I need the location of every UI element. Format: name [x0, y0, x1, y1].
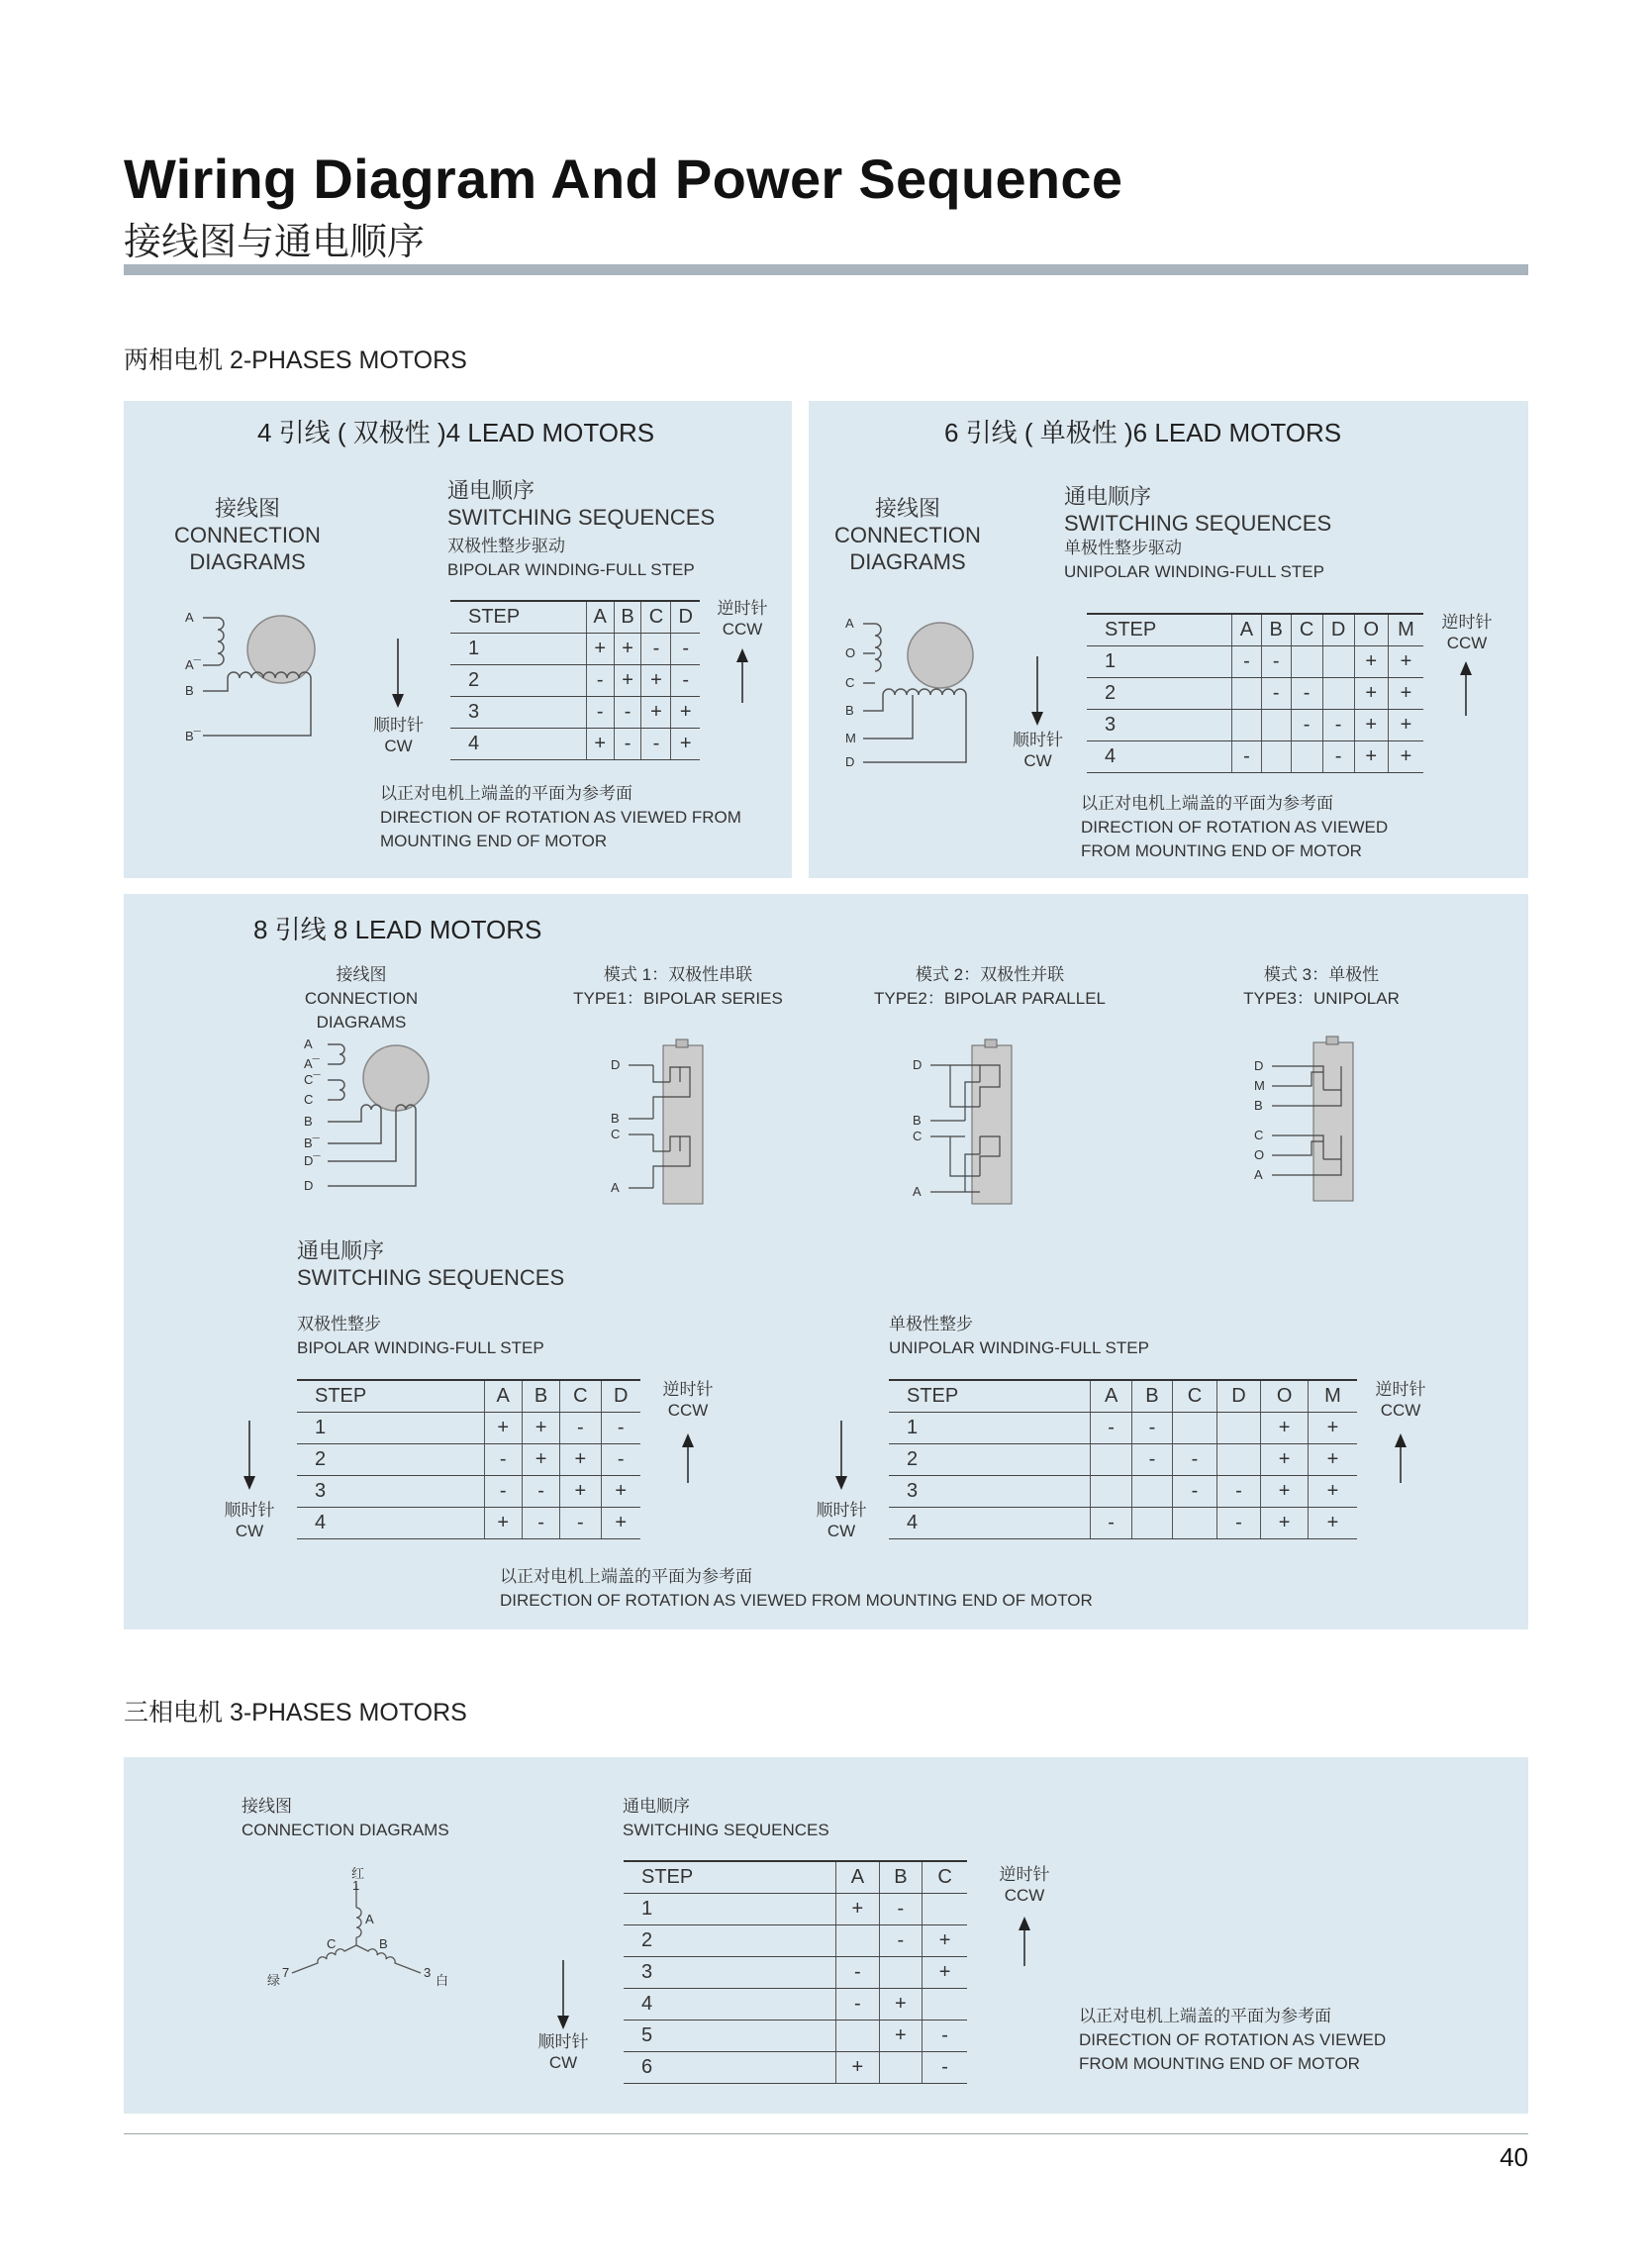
table-cell: - [641, 634, 671, 665]
pin-label: B [611, 1111, 620, 1126]
column-header: B [879, 1861, 923, 1894]
table-cell: - [484, 1476, 522, 1508]
column-header: O [1354, 614, 1388, 646]
table-cell: 3 [450, 697, 586, 729]
table-header-row [624, 1861, 967, 1894]
pin-label: D [845, 754, 855, 769]
svg-text:7: 7 [282, 1965, 290, 1980]
panel-8-lead [124, 894, 1528, 1629]
switching-label: 通电顺序 SWITCHING SEQUENCES [623, 1797, 829, 1839]
table-cell [879, 1957, 923, 1989]
page-number: 40 [1500, 2142, 1528, 2172]
pin-label: B [185, 683, 194, 698]
table-cell: + [1308, 1444, 1357, 1476]
table-row [297, 1413, 640, 1444]
pin-label: A [304, 1036, 313, 1051]
page-title: Wiring Diagram And Power Sequence [124, 148, 1123, 210]
drive-label: 单极性整步驱动 UNIPOLAR WINDING-FULL STEP [1064, 539, 1324, 581]
table-cell [1322, 678, 1354, 710]
table-cell: 4 [450, 729, 586, 760]
pin-label: C [1254, 1128, 1264, 1142]
table-cell: 2 [889, 1444, 1091, 1476]
column-header: STEP [450, 601, 586, 634]
table-cell: 2 [624, 1925, 836, 1957]
column-header: A [484, 1380, 522, 1413]
table-cell: + [586, 729, 614, 760]
type3-label: 模式 3：单极性 TYPE3：UNIPOLAR [1243, 965, 1400, 1008]
pin-label: C [913, 1129, 923, 1143]
table-cell: + [522, 1413, 559, 1444]
table-cell: 4 [889, 1508, 1091, 1539]
table-cell: - [1291, 678, 1322, 710]
pin-label: C [611, 1127, 621, 1141]
unipolar-label: 单极性整步 UNIPOLAR WINDING-FULL STEP [889, 1315, 1149, 1357]
table-cell: + [601, 1476, 640, 1508]
wire-color-label: 绿 [267, 1973, 281, 1988]
connection-label: 接线图 CONNECTION DIAGRAMS [304, 965, 419, 1032]
table-cell: 2 [450, 665, 586, 697]
switching-label: 通电顺序 SWITCHING SEQUENCES [447, 478, 716, 530]
table-row [297, 1508, 640, 1539]
wiring-diagram-6-lead [843, 604, 1002, 797]
column-header: STEP [1087, 614, 1232, 646]
table-cell: - [1091, 1413, 1131, 1444]
table-cell: + [560, 1444, 601, 1476]
table-cell: + [671, 697, 700, 729]
table-cell: + [1308, 1413, 1357, 1444]
table-cell: 3 [889, 1476, 1091, 1508]
page-subtitle-cn: 接线图与通电顺序 [124, 222, 426, 263]
type1-label: 模式 1：双极性串联 TYPE1：BIPOLAR SERIES [573, 965, 783, 1008]
three-phase-star-diagram [247, 1866, 465, 2024]
table-cell: - [1322, 741, 1354, 773]
table-cell [1232, 678, 1262, 710]
table-cell [1232, 710, 1262, 741]
column-header: A [1091, 1380, 1131, 1413]
cw-arrow [243, 1421, 256, 1490]
table-cell: - [560, 1508, 601, 1539]
cw-arrow [1030, 656, 1044, 726]
table-cell: - [1232, 741, 1262, 773]
table-cell [879, 2052, 923, 2084]
table-cell: - [1131, 1413, 1172, 1444]
table-row [450, 729, 700, 760]
pin-label: A [611, 1180, 620, 1195]
table-cell: + [836, 1894, 880, 1925]
table-cell: 4 [624, 1989, 836, 2021]
table-cell: + [1354, 678, 1388, 710]
table-cell: - [671, 665, 700, 697]
table-cell: - [1091, 1508, 1131, 1539]
table-cell: + [1388, 678, 1423, 710]
cw-label: 顺时针 CW [224, 1501, 275, 1540]
table-header-row [450, 601, 700, 634]
pin-label: O [845, 645, 856, 660]
table-cell: - [1173, 1444, 1217, 1476]
ccw-label: 逆时针 CCW [717, 599, 768, 639]
column-header: D [1216, 1380, 1261, 1413]
column-header: STEP [889, 1380, 1091, 1413]
column-header: B [1131, 1380, 1172, 1413]
pin-label: A¯ [304, 1056, 320, 1071]
pin-label: O [1254, 1147, 1265, 1162]
panel-title: 4 引线 ( 双极性 )4 LEAD MOTORS [257, 418, 655, 447]
table-cell [1216, 1413, 1261, 1444]
table-cell: - [671, 634, 700, 665]
column-header: B [1261, 614, 1291, 646]
table-cell: 1 [889, 1413, 1091, 1444]
panel-3-phase [124, 1757, 1528, 2114]
table-cell: + [614, 665, 641, 697]
pin-label: C [304, 1092, 314, 1107]
table-row [889, 1444, 1357, 1476]
table-cell: + [641, 697, 671, 729]
table-cell: - [1261, 678, 1291, 710]
table-cell: - [1291, 710, 1322, 741]
table-cell: + [1388, 646, 1423, 678]
switching-table-6-lead [1087, 613, 1423, 773]
table-cell [1173, 1413, 1217, 1444]
ccw-label: 逆时针 CCW [999, 1865, 1050, 1905]
footer-divider [124, 2133, 1528, 2134]
type1-bipolar-series-diagram [609, 1037, 728, 1216]
table-cell [836, 2021, 880, 2052]
column-header: C [923, 1861, 967, 1894]
table-cell: - [1173, 1476, 1217, 1508]
pin-label: D [611, 1057, 621, 1072]
ccw-arrow [1018, 1917, 1031, 1966]
table-cell: - [522, 1508, 559, 1539]
cw-arrow [556, 1960, 570, 2029]
table-cell: + [1261, 1476, 1309, 1508]
table-cell: + [923, 1925, 967, 1957]
table-cell: + [1261, 1413, 1309, 1444]
column-header: C [560, 1380, 601, 1413]
panel-title: 6 引线 ( 单极性 )6 LEAD MOTORS [944, 418, 1342, 447]
table-row [1087, 678, 1423, 710]
table-cell: + [601, 1508, 640, 1539]
table-cell: 6 [624, 2052, 836, 2084]
pin-label: D¯ [304, 1153, 321, 1168]
table-cell: + [1354, 741, 1388, 773]
table-cell [1291, 741, 1322, 773]
table-cell: - [586, 665, 614, 697]
table-row [889, 1476, 1357, 1508]
table-cell: + [641, 665, 671, 697]
table-cell: + [1388, 710, 1423, 741]
table-cell [1131, 1476, 1172, 1508]
table-cell: 1 [1087, 646, 1232, 678]
type2-label: 模式 2：双极性并联 TYPE2：BIPOLAR PARALLEL [873, 965, 1106, 1008]
table-cell: + [1261, 1444, 1309, 1476]
table-cell [1322, 646, 1354, 678]
pin-label: A [185, 610, 194, 625]
ccw-label: 逆时针 CCW [1375, 1380, 1426, 1420]
table-row [450, 697, 700, 729]
rotation-note: 以正对电机上端盖的平面为参考面 DIRECTION OF ROTATION AS VIEWED FROM MOUNTING END OF MOTOR [1081, 794, 1389, 860]
table-cell: - [879, 1894, 923, 1925]
table-cell: - [1232, 646, 1262, 678]
panel-4-lead [124, 401, 792, 878]
column-header: A [1232, 614, 1262, 646]
pin-label: M [845, 731, 856, 745]
table-cell [923, 1989, 967, 2021]
switching-table-3-phase [624, 1860, 967, 2084]
wiring-diagram-4-lead [183, 594, 361, 787]
column-header: B [614, 601, 641, 634]
title-divider [124, 264, 1528, 275]
table-cell: + [484, 1413, 522, 1444]
table-cell: - [586, 697, 614, 729]
pin-label: B [1254, 1098, 1263, 1113]
table-row [1087, 741, 1423, 773]
table-cell [923, 1894, 967, 1925]
table-cell [1131, 1508, 1172, 1539]
table-cell: + [1308, 1476, 1357, 1508]
pin-label: C¯ [304, 1072, 321, 1087]
switching-table-8-lead-bipolar [297, 1379, 640, 1539]
column-header: STEP [624, 1861, 836, 1894]
table-cell: + [1261, 1508, 1309, 1539]
column-header: O [1261, 1380, 1309, 1413]
table-cell: + [484, 1508, 522, 1539]
wire-color-label: 白 [436, 1973, 449, 1988]
column-header: M [1308, 1380, 1357, 1413]
table-cell: + [923, 1957, 967, 1989]
panel-6-lead [809, 401, 1528, 878]
column-header: D [671, 601, 700, 634]
three-phase-heading: 三相电机 3-PHASES MOTORS [124, 1699, 467, 1726]
rotation-note: 以正对电机上端盖的平面为参考面 DIRECTION OF ROTATION AS VIEWED FROM MOUNTING END OF MOTOR [380, 784, 741, 850]
cw-label: 顺时针 CW [816, 1501, 867, 1540]
table-cell [1261, 741, 1291, 773]
table-cell: 2 [1087, 678, 1232, 710]
table-cell: + [1308, 1508, 1357, 1539]
bipolar-label: 双极性整步 BIPOLAR WINDING-FULL STEP [297, 1315, 544, 1357]
pin-label: D [1254, 1058, 1264, 1073]
switching-label: 通电顺序 SWITCHING SEQUENCES [1064, 484, 1332, 536]
pin-label: A [1254, 1167, 1263, 1182]
table-cell [1173, 1508, 1217, 1539]
ccw-arrow [735, 648, 749, 703]
table-cell: 4 [1087, 741, 1232, 773]
column-header: D [601, 1380, 640, 1413]
table-cell: - [614, 697, 641, 729]
table-cell [836, 1925, 880, 1957]
table-cell: 1 [297, 1413, 484, 1444]
panel-title: 8 引线 8 LEAD MOTORS [253, 915, 542, 944]
table-cell: - [522, 1476, 559, 1508]
table-cell: - [1261, 646, 1291, 678]
table-cell: 5 [624, 2021, 836, 2052]
column-header: D [1322, 614, 1354, 646]
table-cell: + [1354, 710, 1388, 741]
ccw-label: 逆时针 CCW [1441, 613, 1493, 652]
column-header: M [1388, 614, 1423, 646]
svg-text:1: 1 [352, 1878, 360, 1893]
table-cell: + [614, 634, 641, 665]
table-row [889, 1413, 1357, 1444]
table-cell: 1 [624, 1894, 836, 1925]
table-cell: + [836, 2052, 880, 2084]
table-cell [1216, 1444, 1261, 1476]
drive-label: 双极性整步驱动 BIPOLAR WINDING-FULL STEP [447, 537, 695, 579]
table-cell: 2 [297, 1444, 484, 1476]
connection-label: 接线图 CONNECTION DIAGRAMS [174, 496, 321, 574]
table-row [297, 1444, 640, 1476]
pin-label: A¯ [185, 657, 201, 672]
cw-arrow [391, 639, 405, 708]
table-cell: - [641, 729, 671, 760]
table-cell: - [484, 1444, 522, 1476]
table-cell: + [879, 2021, 923, 2052]
column-header: STEP [297, 1380, 484, 1413]
table-row [889, 1508, 1357, 1539]
table-cell: - [560, 1413, 601, 1444]
table-cell [1261, 710, 1291, 741]
table-cell: - [601, 1444, 640, 1476]
table-row [450, 665, 700, 697]
switching-table-4-lead [450, 600, 700, 760]
table-cell [1291, 646, 1322, 678]
ccw-label: 逆时针 CCW [662, 1380, 714, 1420]
rotation-note: 以正对电机上端盖的平面为参考面 DIRECTION OF ROTATION AS VIEWED FROM MOUNTING END OF MOTOR [1079, 2007, 1387, 2073]
column-header: B [522, 1380, 559, 1413]
pin-label: B [304, 1114, 313, 1129]
table-cell: + [1388, 741, 1423, 773]
table-row [624, 2052, 967, 2084]
pin-label: C [845, 675, 855, 690]
table-cell: - [879, 1925, 923, 1957]
cw-label: 顺时针 CW [1013, 731, 1063, 770]
type2-bipolar-parallel-diagram [911, 1037, 1039, 1216]
cw-label: 顺时针 CW [373, 716, 424, 755]
svg-text:A: A [365, 1912, 374, 1926]
svg-text:C: C [327, 1936, 337, 1951]
table-cell: - [1216, 1508, 1261, 1539]
table-row [624, 2021, 967, 2052]
table-cell: + [879, 1989, 923, 2021]
table-cell: - [1131, 1444, 1172, 1476]
type3-unipolar-diagram [1252, 1033, 1381, 1211]
table-cell: + [522, 1444, 559, 1476]
table-row [624, 1925, 967, 1957]
table-cell: + [1354, 646, 1388, 678]
svg-text:3: 3 [424, 1965, 432, 1980]
table-row [1087, 710, 1423, 741]
table-row [624, 1894, 967, 1925]
pin-label: A [913, 1184, 922, 1199]
table-cell [1091, 1476, 1131, 1508]
wiring-diagram-8-lead [302, 1033, 440, 1211]
pin-label: B¯ [185, 729, 201, 743]
ccw-arrow [681, 1433, 695, 1483]
table-cell: - [923, 2052, 967, 2084]
column-header: C [1173, 1380, 1217, 1413]
table-row [624, 1957, 967, 1989]
cw-label: 顺时针 CW [537, 2032, 589, 2072]
table-header-row [889, 1380, 1357, 1413]
table-cell: + [586, 634, 614, 665]
table-cell: 3 [1087, 710, 1232, 741]
pin-label: A [845, 616, 854, 631]
connection-label: 接线图 CONNECTION DIAGRAMS [834, 496, 981, 574]
table-cell: 1 [450, 634, 586, 665]
table-cell: - [614, 729, 641, 760]
column-header: A [586, 601, 614, 634]
table-cell: 4 [297, 1508, 484, 1539]
table-cell: - [1216, 1476, 1261, 1508]
pin-label: M [1254, 1078, 1265, 1093]
rotation-note: 以正对电机上端盖的平面为参考面 DIRECTION OF ROTATION AS VIEWED FROM MOUNTING END OF MOTOR [500, 1567, 1093, 1610]
pin-label: B¯ [304, 1135, 320, 1150]
pin-label: D [913, 1057, 923, 1072]
table-cell: + [671, 729, 700, 760]
ccw-arrow [1394, 1433, 1408, 1483]
pin-label: B [845, 703, 854, 718]
table-cell: - [836, 1989, 880, 2021]
wire-color-label: 红 [351, 1866, 365, 1881]
table-cell: - [1322, 710, 1354, 741]
table-header-row [297, 1380, 640, 1413]
pin-label: B [913, 1113, 922, 1128]
switching-label: 通电顺序 SWITCHING SEQUENCES [297, 1238, 565, 1290]
table-cell: - [923, 2021, 967, 2052]
table-row [450, 634, 700, 665]
svg-text:B: B [379, 1936, 388, 1951]
table-cell [1091, 1444, 1131, 1476]
table-cell: - [601, 1413, 640, 1444]
cw-arrow [834, 1421, 848, 1490]
switching-table-8-lead-unipolar [889, 1379, 1357, 1539]
table-row [624, 1989, 967, 2021]
ccw-arrow [1459, 661, 1473, 716]
pin-label: D [304, 1178, 314, 1193]
table-cell: 3 [297, 1476, 484, 1508]
table-row [1087, 646, 1423, 678]
table-header-row [1087, 614, 1423, 646]
column-header: C [1291, 614, 1322, 646]
table-row [297, 1476, 640, 1508]
column-header: A [836, 1861, 880, 1894]
two-phase-heading: 两相电机 2-PHASES MOTORS [124, 346, 467, 374]
column-header: C [641, 601, 671, 634]
connection-label: 接线图 CONNECTION DIAGRAMS [242, 1797, 449, 1839]
table-cell: 3 [624, 1957, 836, 1989]
table-cell: - [836, 1957, 880, 1989]
table-cell: + [560, 1476, 601, 1508]
